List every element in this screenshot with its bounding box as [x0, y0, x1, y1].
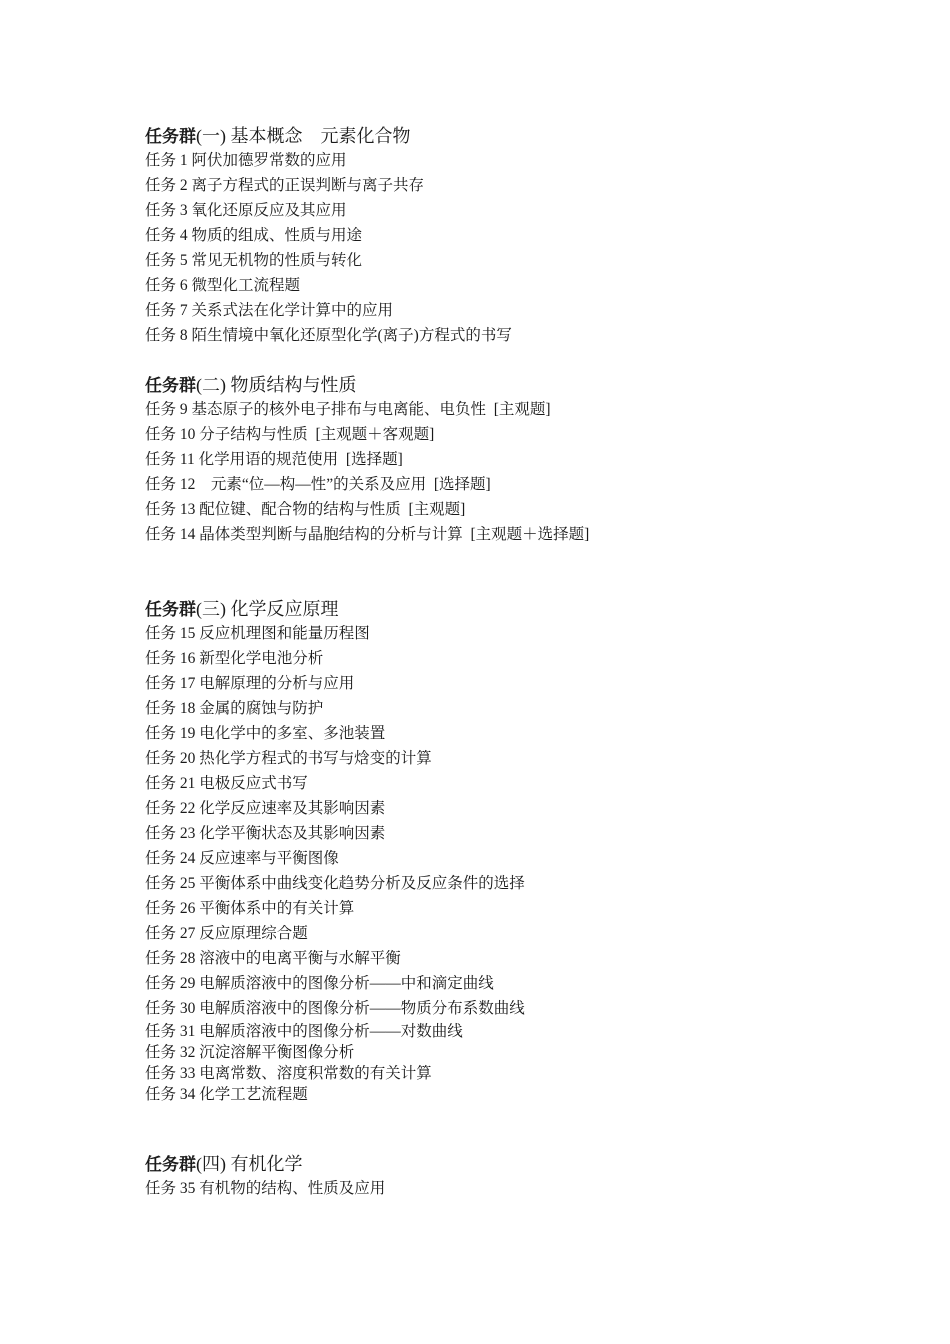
task-item: 任务 21 电极反应式书写: [145, 775, 308, 792]
group-title-text: (二) 物质结构与性质: [196, 375, 357, 395]
task-item: 任务 16 新型化学电池分析: [145, 650, 324, 667]
group-title-label: 任务群: [145, 376, 196, 396]
task-item: 任务 18 金属的腐蚀与防护: [145, 700, 324, 717]
task-group-1: [145, 124, 905, 348]
task-item: 任务 31 电解质溶液中的图像分析——对数曲线: [145, 1023, 463, 1040]
task-item: 任务 12 元素“位—构—性”的关系及应用 [选择题]: [145, 476, 491, 493]
task-item: 任务 17 电解原理的分析与应用: [145, 675, 355, 692]
task-group-2: [145, 373, 905, 547]
task-item: 任务 14 晶体类型判断与晶胞结构的分析与计算 [主观题＋选择题]: [145, 526, 590, 543]
task-group-3: [145, 597, 905, 1105]
task-item: 任务 29 电解质溶液中的图像分析——中和滴定曲线: [145, 975, 494, 992]
task-item: 任务 4 物质的组成、性质与用途: [145, 227, 363, 244]
group-title: [145, 373, 905, 397]
group-title-text: (一) 基本概念 元素化合物: [196, 126, 411, 146]
task-item: 任务 13 配位键、配合物的结构与性质 [主观题]: [145, 501, 466, 518]
task-item: 任务 8 陌生情境中氧化还原型化学(离子)方程式的书写: [145, 327, 512, 344]
task-item: 任务 15 反应机理图和能量历程图: [145, 625, 370, 642]
group-title-label: 任务群: [145, 1155, 196, 1175]
task-item: 任务 19 电化学中的多室、多池装置: [145, 725, 386, 742]
group-title: [145, 1152, 905, 1176]
group-title-text: (三) 化学反应原理: [196, 599, 339, 619]
group-title: [145, 597, 905, 621]
task-group-4: [145, 1152, 905, 1201]
task-item: 任务 30 电解质溶液中的图像分析——物质分布系数曲线: [145, 1000, 525, 1017]
task-item: 任务 26 平衡体系中的有关计算: [145, 900, 355, 917]
task-item: 任务 1 阿伏加德罗常数的应用: [145, 152, 347, 169]
task-item: 任务 35 有机物的结构、性质及应用: [145, 1180, 386, 1197]
task-item: 任务 27 反应原理综合题: [145, 925, 308, 942]
task-item: 任务 2 离子方程式的正误判断与离子共存: [145, 177, 425, 194]
task-item: 任务 34 化学工艺流程题: [145, 1086, 308, 1103]
task-item: 任务 11 化学用语的规范使用 [选择题]: [145, 451, 403, 468]
task-item: 任务 33 电离常数、溶度积常数的有关计算: [145, 1065, 432, 1082]
task-item: 任务 7 关系式法在化学计算中的应用: [145, 302, 394, 319]
task-item: 任务 25 平衡体系中曲线变化趋势分析及反应条件的选择: [145, 875, 525, 892]
group-title-label: 任务群: [145, 600, 196, 620]
task-item: 任务 22 化学反应速率及其影响因素: [145, 800, 386, 817]
group-title-text: (四) 有机化学: [196, 1154, 303, 1174]
task-item: 任务 5 常见无机物的性质与转化: [145, 252, 363, 269]
task-item: 任务 10 分子结构与性质 [主观题＋客观题]: [145, 426, 435, 443]
group-title: [145, 124, 905, 148]
task-item: 任务 6 微型化工流程题: [145, 277, 301, 294]
task-item: 任务 23 化学平衡状态及其影响因素: [145, 825, 386, 842]
task-item: 任务 24 反应速率与平衡图像: [145, 850, 339, 867]
task-item: 任务 28 溶液中的电离平衡与水解平衡: [145, 950, 401, 967]
task-item: 任务 20 热化学方程式的书写与焓变的计算: [145, 750, 432, 767]
task-item: 任务 32 沉淀溶解平衡图像分析: [145, 1044, 355, 1061]
group-title-label: 任务群: [145, 127, 196, 147]
task-item: 任务 9 基态原子的核外电子排布与电离能、电负性 [主观题]: [145, 401, 551, 418]
task-item: 任务 3 氧化还原反应及其应用: [145, 202, 347, 219]
